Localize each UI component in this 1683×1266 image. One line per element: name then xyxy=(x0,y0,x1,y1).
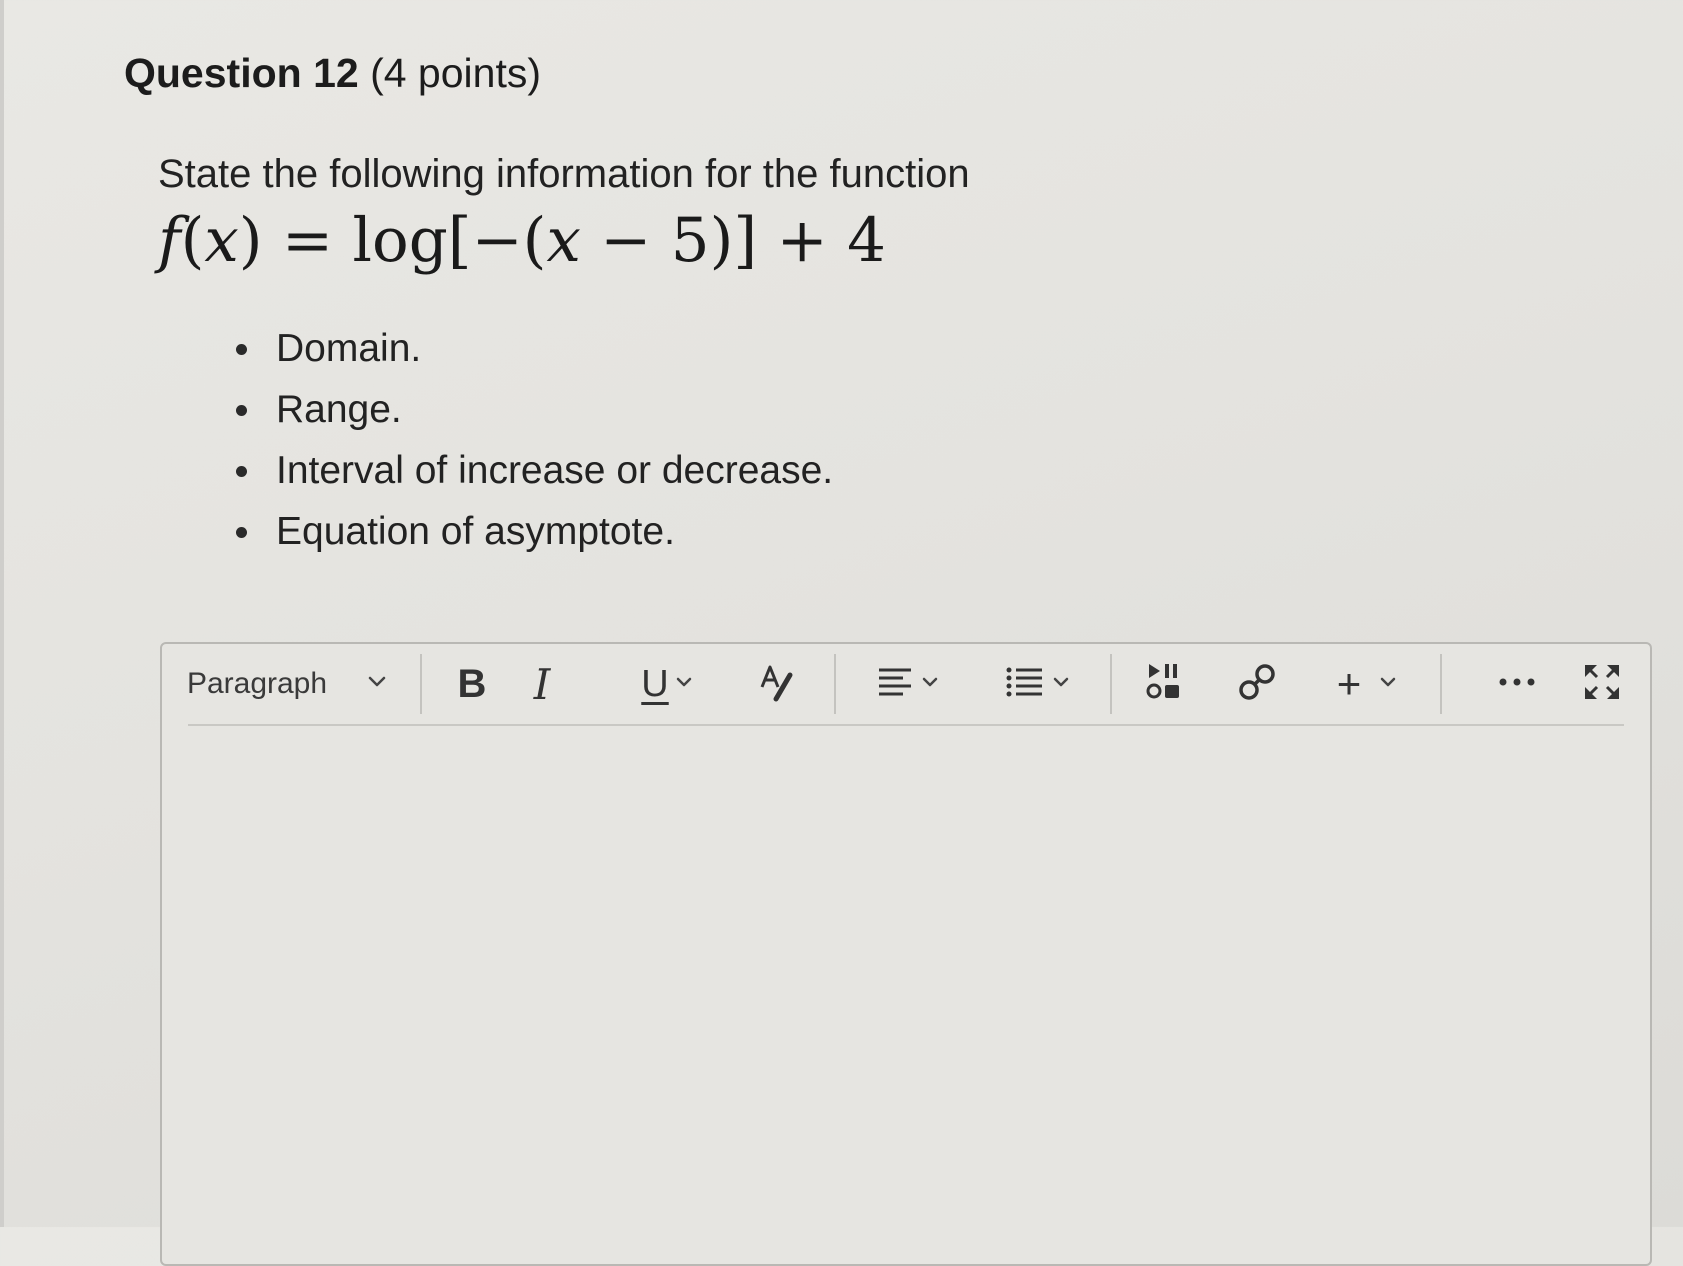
italic-icon: I xyxy=(533,659,551,709)
answer-editor xyxy=(160,642,1652,1266)
chevron-down-icon xyxy=(675,675,693,693)
paragraph-style-dropdown[interactable] xyxy=(186,654,382,714)
expand-icon xyxy=(1582,662,1622,707)
formula-open-paren: ( xyxy=(180,205,205,276)
formula-rest: − 5)] + 4 xyxy=(580,205,886,276)
question-title xyxy=(124,50,541,97)
italic-button[interactable] xyxy=(512,654,572,714)
bullet-icon xyxy=(236,466,247,477)
link-icon xyxy=(1235,660,1279,709)
list-item-text: Equation of asymptote. xyxy=(276,510,675,553)
media-icon xyxy=(1143,660,1187,709)
list-icon xyxy=(1004,662,1046,707)
formula-var-inner: x xyxy=(546,205,581,276)
bold-icon: B xyxy=(457,661,487,706)
list-item xyxy=(236,379,833,440)
chevron-down-icon xyxy=(367,675,387,694)
requirements-list xyxy=(236,318,833,562)
insert-link-button[interactable] xyxy=(1222,654,1292,714)
list-item xyxy=(236,318,833,379)
page-edge xyxy=(0,0,4,1227)
bullet-icon xyxy=(236,527,247,538)
more-icon xyxy=(1497,675,1537,693)
formula-var: x xyxy=(204,205,239,276)
list-item-text: Range. xyxy=(276,388,402,431)
text-color-icon xyxy=(756,661,798,708)
list-item-text: Domain. xyxy=(276,327,422,370)
fullscreen-button[interactable] xyxy=(1572,654,1632,714)
underline-button[interactable] xyxy=(622,654,712,714)
bold-button[interactable] xyxy=(442,654,502,714)
list-item xyxy=(236,501,833,562)
align-dropdown[interactable] xyxy=(862,654,952,714)
question-prompt: State the following information for the function xyxy=(158,152,970,196)
plus-icon: + xyxy=(1336,660,1362,707)
toolbar-separator xyxy=(420,654,422,714)
toolbar-divider xyxy=(188,724,1624,726)
underline-icon: U xyxy=(641,662,669,705)
question-number: Question 12 xyxy=(124,50,359,96)
answer-text-area[interactable] xyxy=(162,728,1650,1264)
text-color-button[interactable] xyxy=(747,654,807,714)
bullet-icon xyxy=(236,405,247,416)
chevron-down-icon xyxy=(1379,675,1397,693)
list-item xyxy=(236,440,833,501)
formula-fn: f xyxy=(158,205,181,276)
more-options-button[interactable] xyxy=(1482,654,1552,714)
list-dropdown[interactable] xyxy=(992,654,1082,714)
insert-more-dropdown[interactable] xyxy=(1322,654,1412,714)
insert-media-button[interactable] xyxy=(1130,654,1200,714)
toolbar-separator xyxy=(834,654,836,714)
bullet-icon xyxy=(236,344,247,355)
chevron-down-icon xyxy=(1052,675,1070,693)
align-icon xyxy=(875,662,915,707)
chevron-down-icon xyxy=(921,675,939,693)
toolbar-separator xyxy=(1440,654,1442,714)
paragraph-style-label: Paragraph xyxy=(186,667,328,700)
toolbar-separator xyxy=(1110,654,1112,714)
list-item-text: Interval of increase or decrease. xyxy=(276,449,834,492)
function-formula xyxy=(158,205,886,276)
question-points: (4 points) xyxy=(370,50,541,96)
formula-log-part: ) = log[−( xyxy=(238,205,547,276)
editor-toolbar xyxy=(162,644,1650,724)
